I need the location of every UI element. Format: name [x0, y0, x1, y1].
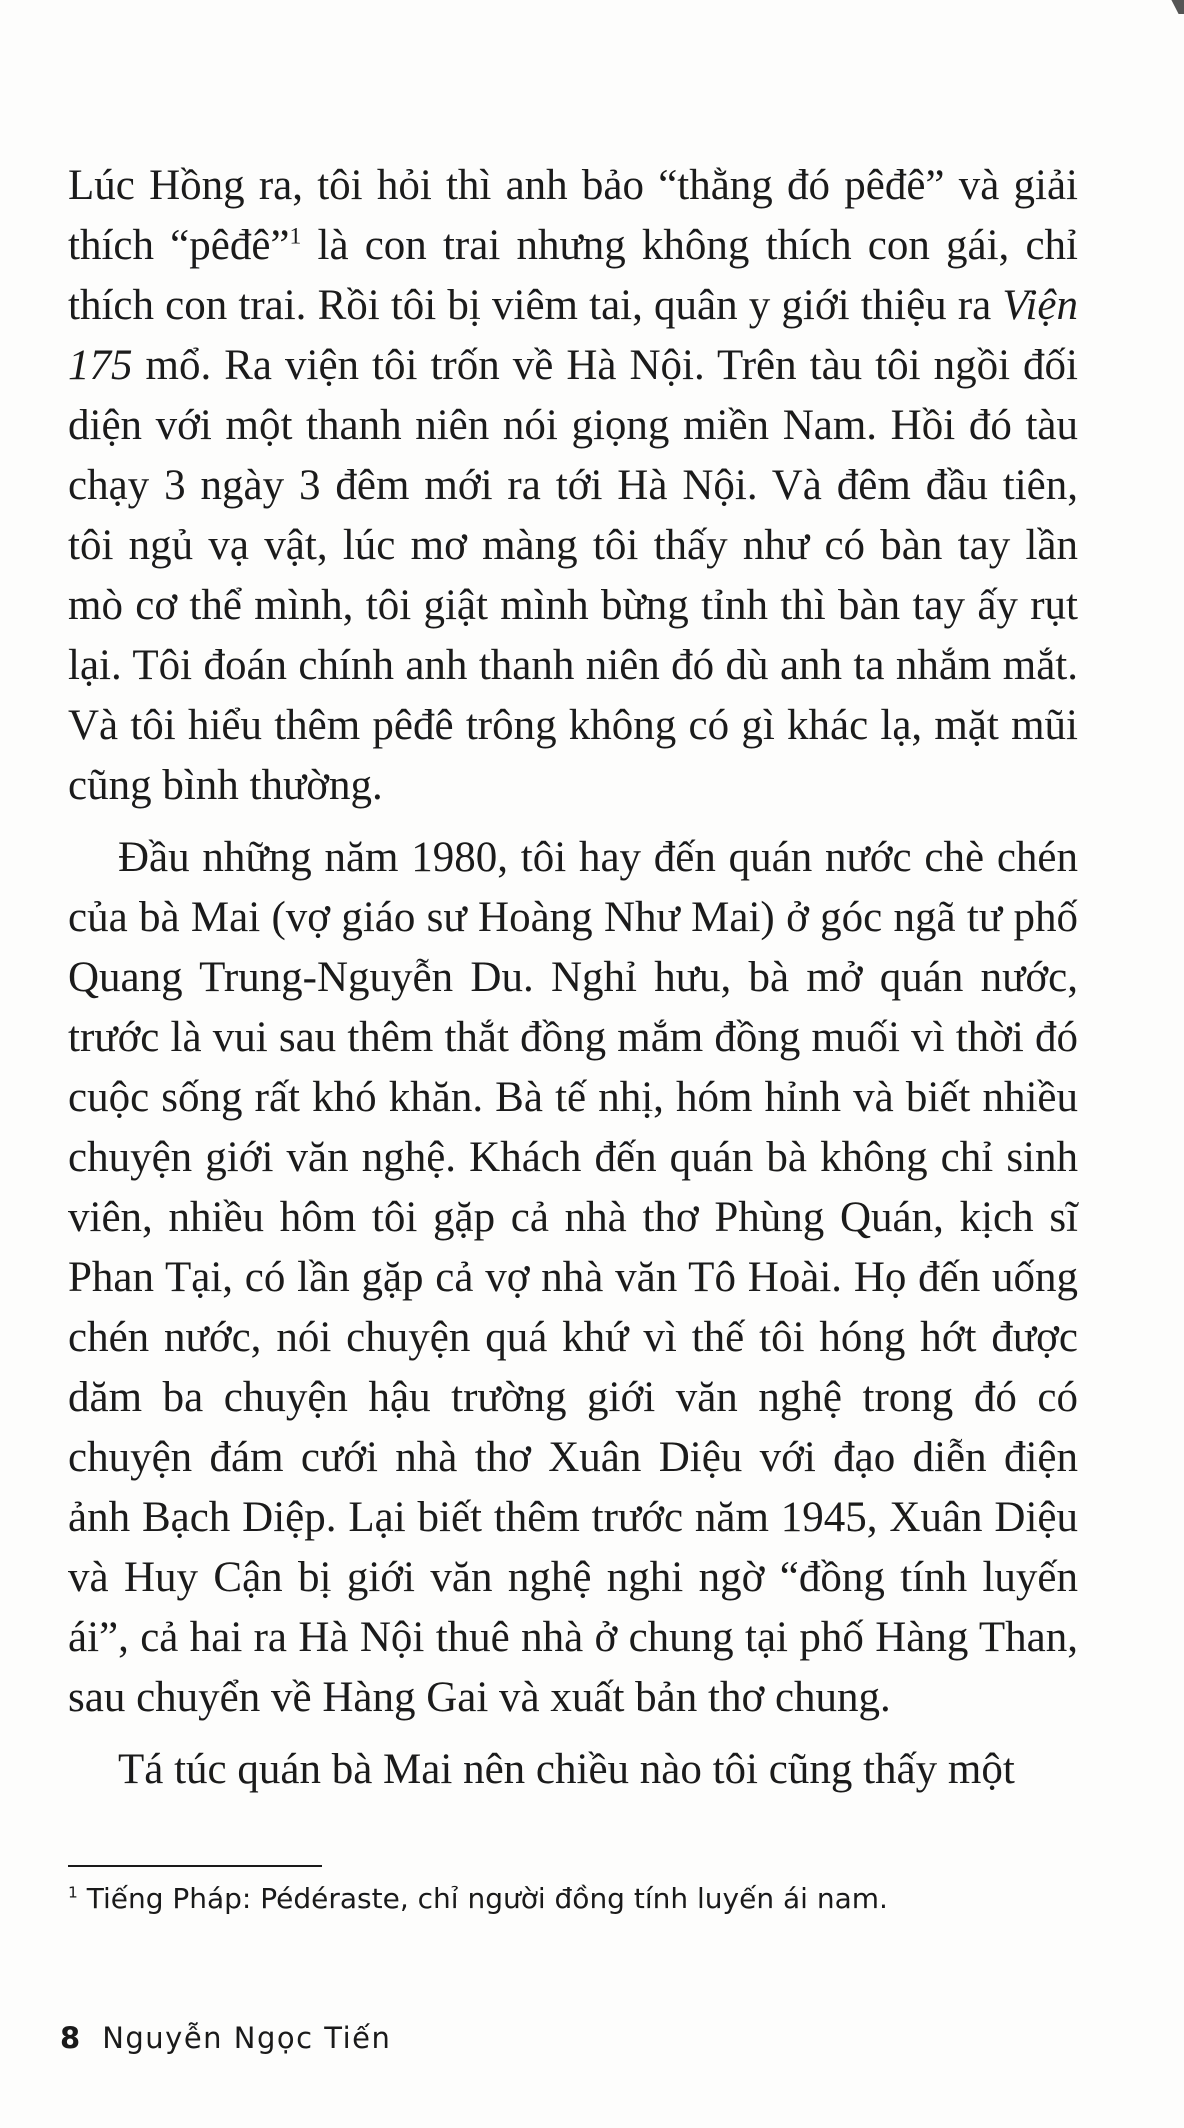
footnote — [68, 1880, 1108, 1918]
footnote-reference: 1 — [289, 223, 302, 250]
paragraph-3 — [68, 1740, 1078, 1800]
page-footer — [60, 2020, 391, 2056]
paragraph-1 — [68, 156, 1078, 816]
text-run: mổ. Ra viện tôi trốn về Hà Nội. Trên tàu tôi ngồi đối diện với một thanh niên nói giọng miền Nam. Hồi đó tàu chạy 3 ngày 3 đêm mới ra tới Hà Nội. Và đêm đầu tiên, tôi ngủ vạ vật, lúc mơ màng tôi thấy như có bàn tay lần mò cơ thể mình, tôi giật mình bừng tỉnh thì bàn tay ấy rụt lại. Tôi đoán chính anh thanh niên đó dù anh ta nhắm mắt. Và tôi hiểu thêm pêđê trông không có gì khác lạ, mặt mũi cũng bình thường. — [68, 342, 1078, 809]
running-head-author: Nguyễn Ngọc Tiến — [102, 2021, 392, 2055]
page-number: 8 — [60, 2021, 81, 2055]
text-run: Tá túc quán bà Mai nên chiều nào tôi cũng thấy một — [118, 1746, 1015, 1793]
footnote-text: Tiếng Pháp: Pédéraste, chỉ người đồng tính luyến ái nam. — [77, 1882, 888, 1915]
text-run: Đầu những năm 1980, tôi hay đến quán nước chè chén của bà Mai (vợ giáo sư Hoàng Như Mai) ở góc ngã tư phố Quang Trung-Nguyễn Du. Nghỉ hưu, bà mở quán nước, trước là vui sau thêm thắt đồng mắm đồng muối vì thời đó cuộc sống rất khó khăn. Bà tế nhị, hóm hỉnh và biết nhiều chuyện giới văn nghệ. Khách đến quán bà không chỉ sinh viên, nhiều hôm tôi gặp cả nhà thơ Phùng Quán, kịch sĩ Phan Tại, có lần gặp cả vợ nhà văn Tô Hoài. Họ đến uống chén nước, nói chuyện quá khứ vì thế tôi hóng hớt được dăm ba chuyện hậu trường giới văn nghệ trong đó có chuyện đám cưới nhà thơ Xuân Diệu với đạo diễn điện ảnh Bạch Diệp. Lại biết thêm trước năm 1945, Xuân Diệu và Huy Cận bị giới văn nghệ nghi ngờ “đồng tính luyến ái”, cả hai ra Hà Nội thuê nhà ở chung tại phố Hàng Than, sau chuyển về Hàng Gai và xuất bản thơ chung. — [68, 834, 1078, 1721]
footnote-marker: 1 — [68, 1883, 78, 1902]
scan-corner-mark — [1166, 0, 1184, 14]
text-run: là con trai nhưng không thích con gái, chỉ thích con trai. Rồi tôi bị viêm tai, quân y giới thiệu ra — [68, 222, 1078, 329]
body-text — [68, 156, 1078, 1800]
paragraph-2 — [68, 828, 1078, 1728]
text-run: Lúc Hồng ra, tôi hỏi thì anh bảo “thằng đó pêđê” và giải thích “pêđê” — [68, 162, 1078, 269]
italic-text: Viện 175 — [68, 282, 1078, 389]
footnote-divider — [68, 1865, 322, 1867]
